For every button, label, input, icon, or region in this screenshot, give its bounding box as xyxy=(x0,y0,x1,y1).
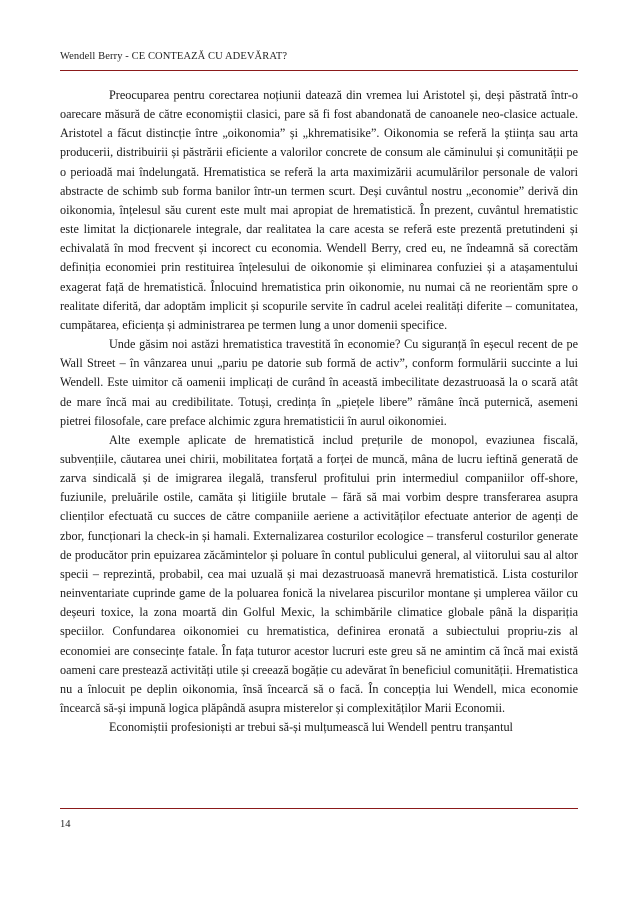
body-paragraph: Economiștii profesioniști ar trebui să-și mulțumească lui Wendell pentru tranșantul xyxy=(109,720,513,735)
page-body xyxy=(60,86,578,737)
header-divider xyxy=(60,70,578,71)
footer-divider xyxy=(60,808,578,809)
body-paragraph: Preocuparea pentru corectarea noțiunii datează din vremea lui Aristotel și, deși păstrată într-o oarecare măsură de către economiștii clasici, pare să fi fost abandonată de canoanele neo-clasice actuale. Aristotel a făcut distincție între „oikonomia” și „khrematisike”. Oikonomia se referă la știința sau arta producerii, distribuirii și păstrării eficiente a valorilor concrete de consum ale căminului și comunității pe o perioadă mai îndelungată. Hrematistica se referă la arta maximizării acumulărilor personale de valori abstracte de schimb sub forma banilor într-un termen scurt. Deși cuvântul nostru „economie” derivă din oikonomia, înțelesul său curent este mult mai apropiat de hrematistică. În prezent, cuvântul hrematistic este limitat la dicționarele integrale, dar realitatea la care acesta se referă este prezentă pretutindeni și echivalată în mod frecvent și incorect cu economia. Wendell Berry, cred eu, ne îndeamnă să corectăm definiția economiei prin restituirea înțelesului de oikonomie și eliminarea confuziei și a atașamentului exagerat față de hrematistică. Înlocuind hrematistica prin oikonomie, nu numai că ne reorientăm spre o realitate diferită, dar adoptăm implicit și scopurile servite în cadrul acelei realități diferite – comunitatea, cumpătarea, eficiența și administrarea pe termen lung a unor domenii specifice. xyxy=(60,88,578,332)
page-number: 14 xyxy=(60,819,71,830)
running-header-title: Wendell Berry - CE CONTEAZĂ CU ADEVĂRAT? xyxy=(60,51,288,62)
body-paragraph: Alte exemple aplicate de hrematistică includ prețurile de monopol, evaziunea fiscală, subvențiile, căutarea unei chirii, mobilitatea forțată a forței de muncă, mâna de lucru ieftină generată de zarva sindicală și de imigrarea ilegală, transferul profitului prin intermediul companiilor off-shore, fuziunile, preluările ostile, camăta și litigiile brutale – fără să mai vorbim despre transferarea asupra clienților efectuată cu succes de către companiile aeriene a activităților efectuate anterior de agenți de zbor, funcționari la check-in și hamali. Externalizarea costurilor ecologice – transferul costurilor generate de producător prin epuizarea zăcămintelor și poluare în contul publicului general, al viitorului sau al altor specii – reprezintă, probabil, cea mai uzuală și mai dezastruoasă manevră hrematistică. Lista costurilor neinventariate cuprinde game de la poluarea fonică la nivelarea piscurilor montane și umplerea văilor cu deșeuri toxice, la zona moartă din Golful Mexic, la schimbările climatice globale până la dispariția speciilor. Confundarea oikonomiei cu hrematistica, definirea eronată a subiectului propriu-zis al economiei are consecințe fatale. În fața tuturor acestor lucruri este greu să ne amintim că încă mai există oameni care prestează activități utile și creează bogăție cu adevărat în beneficiul comunității. Hrematistica nu a înlocuit pe deplin oikonomia, însă încearcă să o facă. În concepția lui Wendell, mica economie încearcă să-și impună logica plăpândă asupra misterelor și complexităților Marii Economii. xyxy=(60,432,578,715)
body-paragraph: Unde găsim noi astăzi hrematistica travestită în economie? Cu siguranță în eșecul recent de pe Wall Street – în vânzarea unui „pariu pe datorie sub formă de activ”, conform formulării succinte a lui Wendell. Este uimitor că oamenii implicați de curând în această imbecilitate dezastruoasă la o scară atât de mare încă mai au credibilitate. Totuși, credința în „piețele libere” rămâne încă puternică, asemeni pietrei filosofale, care preface alchimic zgura hrematisticii în aurul oikonomiei. xyxy=(60,337,578,428)
